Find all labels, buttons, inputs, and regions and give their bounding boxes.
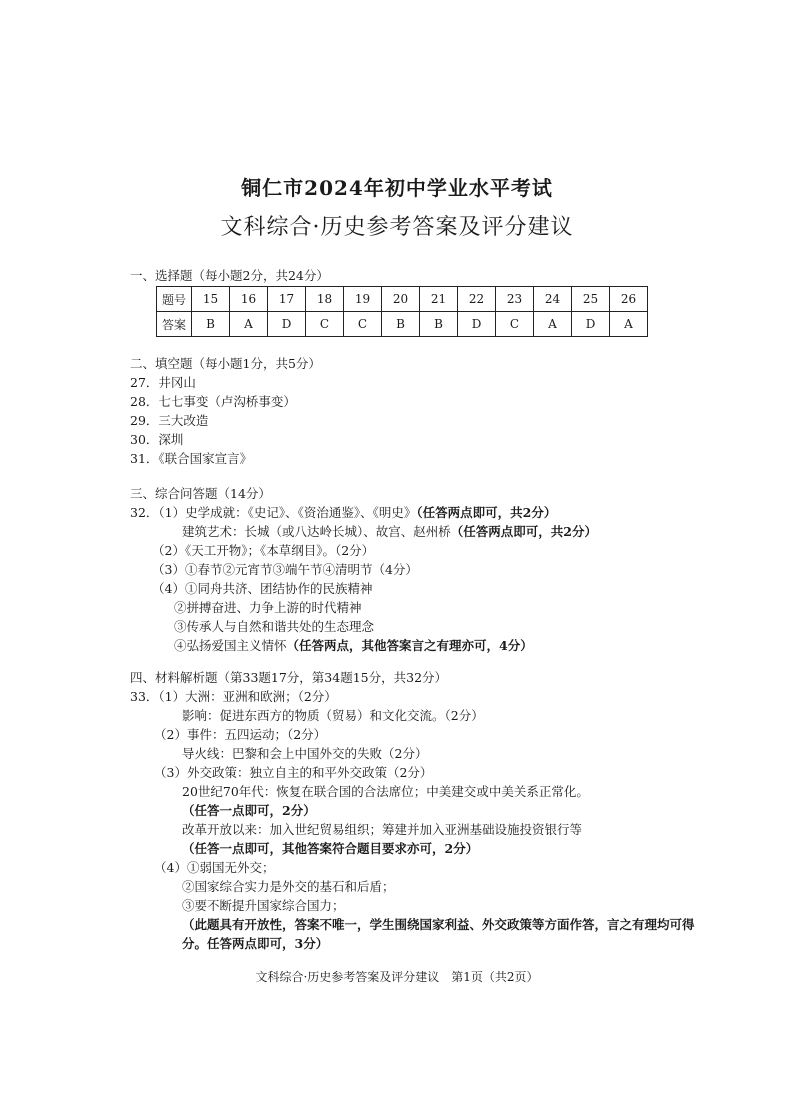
table-cell: A (534, 312, 572, 337)
list-item: 27．井冈山 (130, 375, 196, 390)
list-item: （此题具有开放性，答案不唯一，学生围绕国家利益、外交政策等方面作答，言之有理均可得分。任答两点即可，3分） (182, 917, 695, 951)
section-material (130, 668, 712, 953)
table-cell: 19 (344, 287, 382, 312)
table-cell: 23 (496, 287, 534, 312)
table-row-answers (157, 312, 648, 337)
table-cell: 22 (458, 287, 496, 312)
table-cell: A (230, 312, 268, 337)
table-cell: B (382, 312, 420, 337)
page-footer: 文科综合·历史参考答案及评分建议 第1页（共2页） (255, 970, 539, 984)
table-cell: D (268, 312, 306, 337)
list-item: ②国家综合实力是外交的基石和后盾； (182, 879, 395, 894)
list-item: ②拼搏奋进、力争上游的时代精神 (174, 600, 362, 615)
table-cell: B (192, 312, 230, 337)
list-item: ③传承人与自然和谐共处的生态理念 (174, 619, 375, 634)
list-item: 建筑艺术：长城（或八达岭长城）、故宫、赵州桥（任答两点即可，共2分） (182, 524, 597, 539)
section-choice (130, 266, 329, 285)
list-item: 改革开放以来：加入世纪贸易组织；筹建并加入亚洲基础设施投资银行等 (182, 822, 583, 837)
answer-key-title: 文科综合·历史参考答案及评分建议 (220, 215, 574, 240)
list-item: ④弘扬爱国主义情怀（任答两点，其他答案言之有理亦可，4分） (174, 638, 533, 653)
table-cell: 21 (420, 287, 458, 312)
list-item: （4）①弱国无外交； (154, 860, 275, 875)
answer-table (156, 286, 648, 337)
table-cell: D (572, 312, 610, 337)
section-fill (130, 354, 321, 468)
table-cell-label: 题号 (157, 287, 192, 312)
table-cell: A (610, 312, 648, 337)
list-item: （2）事件：五四运动；（2分） (154, 727, 327, 742)
list-item: 导火线：巴黎和会上中国外交的失败（2分） (182, 746, 428, 761)
list-item: （3）外交政策：独立自主的和平外交政策（2分） (154, 765, 433, 780)
table-cell: C (344, 312, 382, 337)
section-qa (130, 484, 597, 655)
table-cell: 15 (192, 287, 230, 312)
list-item: 29．三大改造 (130, 413, 209, 428)
table-cell: D (458, 312, 496, 337)
list-item: （任答一点即可，其他答案符合题目要求亦可，2分） (182, 841, 479, 856)
table-cell: 18 (306, 287, 344, 312)
table-cell-label: 答案 (157, 312, 192, 337)
list-item: 20世纪70年代：恢复在联合国的合法席位；中美建交或中美关系正常化。（任答一点即可，2分） (182, 784, 589, 818)
table-cell: 16 (230, 287, 268, 312)
list-item: （2）《天工开物》；《本草纲目》。（2分） (152, 543, 375, 558)
section-heading: 三、综合问答题（14分） (130, 486, 271, 501)
list-item: （4）①同舟共济、团结协作的民族精神 (152, 581, 373, 596)
exam-title: 铜仁市2024年初中学业水平考试 (241, 176, 553, 200)
section-heading: 二、填空题（每小题1分，共5分） (130, 356, 321, 371)
table-cell: 25 (572, 287, 610, 312)
table-cell: 20 (382, 287, 420, 312)
section-heading: 一、选择题（每小题2分，共24分） (130, 268, 329, 283)
table-cell: 17 (268, 287, 306, 312)
list-item: （3）①春节②元宵节③端午节④清明节（4分） (152, 562, 418, 577)
table-cell: B (420, 312, 458, 337)
table-cell: 24 (534, 287, 572, 312)
table-cell: C (306, 312, 344, 337)
list-item: 30．深圳 (130, 432, 184, 447)
section-heading: 四、材料解析题（第33题17分，第34题15分，共32分） (130, 670, 448, 685)
table-cell: C (496, 312, 534, 337)
list-item: 28．七七事变（卢沟桥事变） (130, 394, 296, 409)
list-item: 32．（1）史学成就：《史记》、《资治通鉴》、《明史》（任答两点即可，共2分） (130, 505, 557, 520)
list-item: 31．《联合国家宣言》 (130, 451, 253, 466)
table-row-numbers (157, 287, 648, 312)
list-item: 33．（1）大洲：亚洲和欧洲；（2分） (130, 689, 337, 704)
table-cell: 26 (610, 287, 648, 312)
list-item: 影响：促进东西方的物质（贸易）和文化交流。（2分） (182, 708, 484, 723)
list-item: ③要不断提升国家综合国力； (182, 898, 345, 913)
